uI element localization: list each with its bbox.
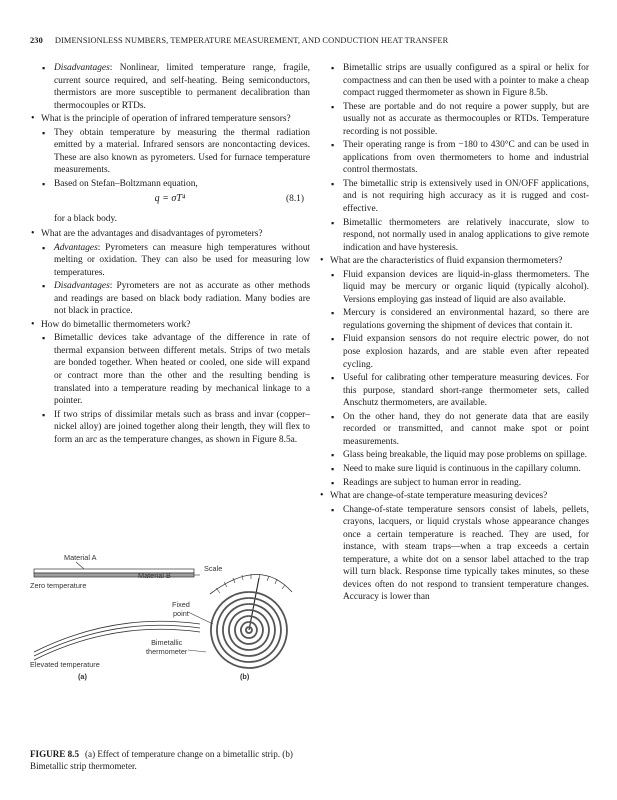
- right-column: [319, 62, 589, 605]
- page-number: 230: [30, 36, 43, 45]
- infrared-point-2: ▪ Based on Stefan–Boltzmann equation,: [30, 178, 310, 191]
- pyrometer-disadvantages: [30, 280, 310, 318]
- panel-b-label: (b): [240, 672, 250, 681]
- change-of-state-point-1: ▪ Change-of-state temperature sensors consist of labels, pellets, crayons, lacquers, or liquid crystals whose appearance changes once a certain temperature is reached. They are used, for instance, with steam traps—when a trap exceeds a certain temperature, a white dot on a sensor label attached to the trap will turn black. Response time typically takes minutes, so these devices often do not respond to transient temperature changes. Accuracy is lower than: [319, 504, 589, 604]
- fluid-point-4: ▪ Useful for calibrating other temperature measuring devices. For this purpose, standard short-range thermometer sets, called Anschutz thermometers, are available.: [319, 372, 589, 410]
- material-b-label: Material B: [138, 571, 171, 580]
- advantages-label: Advantages: [54, 242, 98, 253]
- caption-text: (a) Effect of temperature change on a bimetallic strip. (b) Bimetallic strip thermometer.: [30, 749, 293, 771]
- scale-label: Scale: [204, 564, 223, 573]
- question-change-of-state: • What are change-of-state temperature measuring devices?: [319, 490, 589, 503]
- equation-number: (8.1): [286, 194, 304, 205]
- disadvantages-label: Disadvantages: [54, 63, 110, 73]
- fluid-point-8: ▪ Readings are subject to human error in reading.: [319, 477, 589, 490]
- question-infrared: • What is the principle of operation of infrared temperature sensors?: [30, 113, 310, 126]
- right-point-3: ▪ Their operating range is from −180 to 430°C and can be used in applications from oven thermometers to home and industrial control thermostats.: [319, 139, 589, 177]
- zero-temperature-label: Zero temperature: [30, 581, 87, 590]
- left-column: [30, 62, 310, 447]
- fluid-point-2: ▪ Mercury is considered an environmental hazard, so there are regulations governing the shipment of devices that contain it.: [319, 307, 589, 332]
- disadvantages-label: Disadvantages: [54, 281, 110, 292]
- fixed-point-leader: [188, 612, 213, 624]
- thermistor-disadvantages-text: : Nonlinear, limited temperature range, fragile, current source required, and self-heating. Being semiconductors, thermistors are more susceptible to permanent decalibration than thermocouples or RTDs.: [54, 63, 310, 111]
- running-title: DIMENSIONLESS NUMBERS, TEMPERATURE MEASUREMENT, AND CONDUCTION HEAT TRANSFER: [54, 36, 449, 45]
- running-header: [30, 36, 590, 45]
- material-a-label: Material A: [64, 553, 97, 562]
- right-point-5: ▪ Bimetallic thermometers are relatively inaccurate, slow to respond, not normally used in analog applications to give remote indication and have hysteresis.: [319, 217, 589, 255]
- equation-8-1: [30, 193, 310, 209]
- figure-caption: [30, 748, 310, 772]
- bimetallic-leader: [188, 650, 206, 652]
- panel-a-label: (a): [78, 672, 87, 681]
- bimetallic-point-1: ▪ Bimetallic devices take advantage of the difference in rate of thermal expansion between different metals. Strips of two metals are bonded together. When heated or cooled, one side will expand or contract more than the other and the resulting bending is translated into a temperature reading by mechanical linkage to a pointer.: [30, 332, 310, 407]
- pyrometer-advantages: [30, 242, 310, 280]
- bimetallic-spiral: [211, 592, 287, 668]
- equation-expression: q = σT⁴: [154, 193, 186, 205]
- fluid-point-1: ▪ Fluid expansion devices are liquid-in-glass thermometers. The liquid may be mercury or organic liquid (typically alcohol). Versions employing gas instead of liquid are also available.: [319, 269, 589, 307]
- pyrometer-disadvantages-text: : Pyrometers are not as accurate as other methods and readings are based on black body radiation. Many bodies are not black in practice.: [54, 281, 310, 317]
- thermistor-disadvantages: [30, 62, 310, 112]
- fluid-point-6: ▪ Glass being breakable, the liquid may pose problems on spillage.: [319, 449, 589, 462]
- question-bimetallic: • How do bimetallic thermometers work?: [30, 319, 310, 332]
- bimetallic-line-2: thermometer: [146, 647, 188, 656]
- question-fluid-expansion: • What are the characteristics of fluid expansion thermometers?: [319, 255, 589, 268]
- fluid-point-5: ▪ On the other hand, they do not generate data that are easily recorded or transmitted, and cannot make spot or point measurements.: [319, 411, 589, 449]
- figure-8-5: [30, 550, 312, 726]
- fluid-point-3: ▪ Fluid expansion sensors do not require electric power, do not pose explosion hazards, and are stable even after repeated cycling.: [319, 333, 589, 371]
- bimetallic-thermometer-label: [146, 638, 187, 656]
- right-point-4: ▪ The bimetallic strip is extensively used in ON/OFF applications, and is not requiring high accuracy as it is rugged and cost-effective.: [319, 178, 589, 216]
- bimetallic-line-1: Bimetallic: [151, 638, 183, 647]
- caption-label: FIGURE 8.5: [30, 749, 80, 759]
- question-pyrometers: • What are the advantages and disadvantages of pyrometers?: [30, 228, 310, 241]
- elevated-temperature-label: Elevated temperature: [30, 660, 100, 669]
- bimetallic-point-2: ▪ If two strips of dissimilar metals such as brass and invar (copper–nickel alloy) are joined together along their length, they will flex to form an arc as the temperature changes, as shown in Figure 8.5a.: [30, 409, 310, 447]
- material-a-leader: [76, 562, 84, 569]
- infrared-point-1: ▪ They obtain temperature by measuring the thermal radiation emitted by a material. Infrared sensors are noncontacting devices. These are also known as pyrometers. Used for furnace temperature measurements.: [30, 127, 310, 177]
- black-body-text: for a black body.: [54, 214, 117, 225]
- fixed-point-line-2: point: [173, 609, 189, 618]
- pyrometer-advantages-text: : Pyrometers can measure high temperatures without melting or oxidation. They can also be used for measuring low temperatures.: [54, 242, 310, 278]
- fixed-point-label: [172, 600, 190, 618]
- fluid-point-7: ▪ Need to make sure liquid is continuous in the capillary column.: [319, 463, 589, 476]
- right-point-2: ▪ These are portable and do not require a power supply, but are usually not as accurate as thermocouples or RTDs. Temperature recording is not possible.: [319, 101, 589, 139]
- right-point-1: ▪ Bimetallic strips are usually configured as a spiral or helix for compactness and can then be used with a pointer to make a cheap compact rugged thermometer as shown in Figure 8.5b.: [319, 62, 589, 100]
- fixed-point-line-1: Fixed: [172, 600, 190, 609]
